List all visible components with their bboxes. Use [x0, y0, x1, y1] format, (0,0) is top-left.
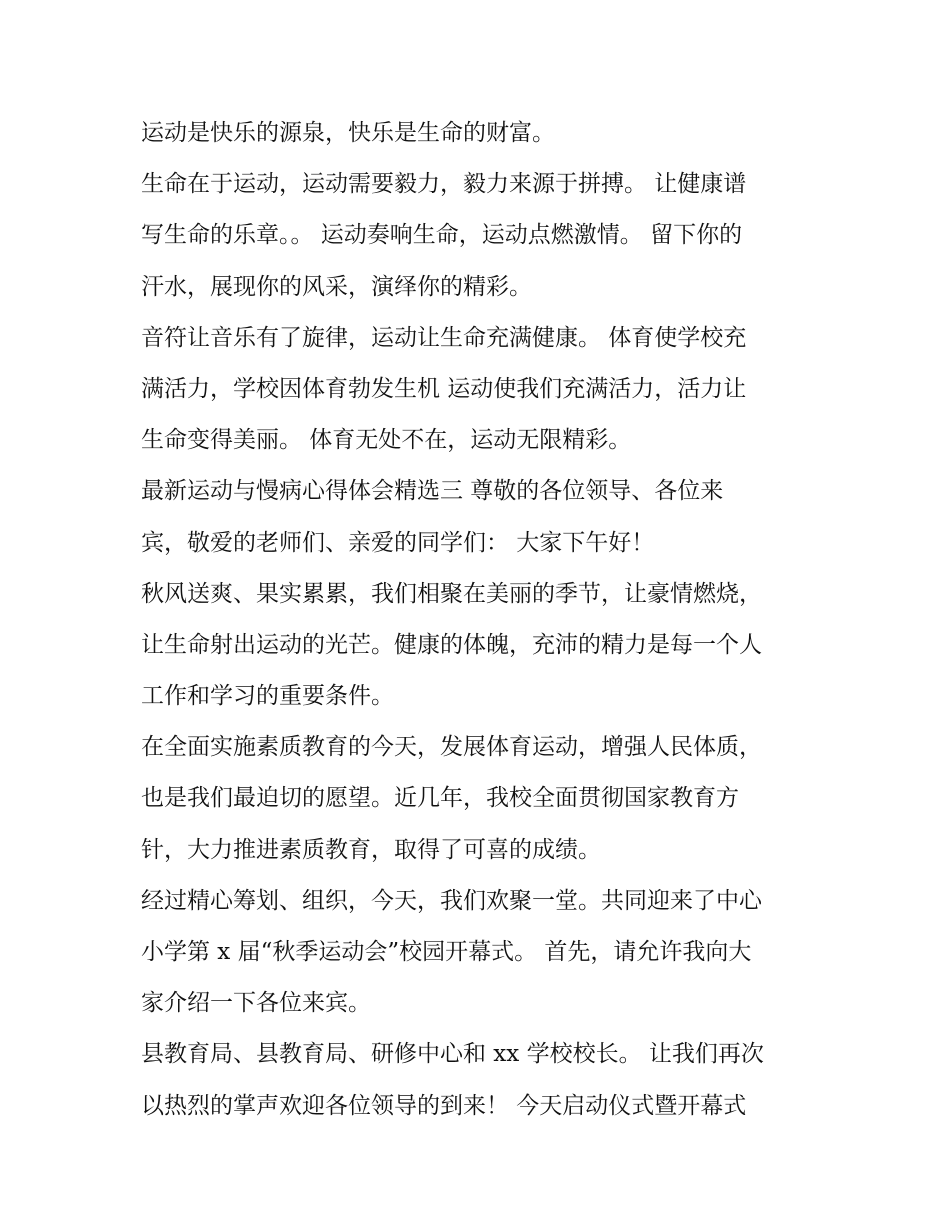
text-line-15: 针，大力推进素质教育，取得了可喜的成绩。 — [141, 836, 601, 863]
text-line-14: 也是我们最迫切的愿望。近几年，我校全面贯彻国家教育方 — [141, 785, 739, 812]
text-line-6: 满活力，学校因体育勃发生机 运动使我们充满活力，活力让 — [141, 375, 747, 402]
text-line-9: 宾，敬爱的老师们、亲爱的同学们： 大家下午好！ — [141, 529, 655, 556]
text-line-17: 小学第 x 届“秋季运动会”校园开幕式。 首先，请允许我向大 — [141, 939, 752, 965]
text-line-1: 运动是快乐的源泉，快乐是生命的财富。 — [141, 120, 555, 146]
text-line-5: 音符让音乐有了旋律，运动让生命充满健康。 体育使学校充 — [141, 324, 747, 351]
text-line-7: 生命变得美丽。 体育无处不在，运动无限精彩。 — [141, 427, 632, 454]
text-line-11: 让生命射出运动的光芒。健康的体魄，充沛的精力是每一个人 — [141, 631, 762, 658]
text-line-19: 县教育局、县教育局、研修中心和 xx 学校校长。 让我们再次 — [141, 1041, 764, 1068]
text-line-16: 经过精心筹划、组织，今天，我们欢聚一堂。共同迎来了中心 — [141, 887, 762, 914]
text-line-8: 最新运动与慢病心得体会精选三 尊敬的各位领导、各位来 — [141, 478, 724, 505]
text-line-3: 写生命的乐章。。 运动奏响生命，运动点燃激情。 留下你的 — [141, 222, 743, 249]
text-line-4: 汗水，展现你的风采，演绎你的精彩。 — [141, 273, 532, 300]
text-line-13: 在全面实施素质教育的今天，发展体育运动，增强人民体质， — [141, 734, 762, 761]
text-line-12: 工作和学习的重要条件。 — [141, 683, 394, 710]
text-line-18: 家介绍一下各位来宾。 — [141, 990, 371, 1017]
text-line-10: 秋风送爽、果实累累，我们相聚在美丽的季节，让豪情燃烧， — [141, 580, 762, 607]
text-line-2: 生命在于运动，运动需要毅力，毅力来源于拼搏。 让健康谱 — [141, 171, 747, 198]
text-line-20: 以热烈的掌声欢迎各位领导的到来！ 今天启动仪式暨开幕式 — [141, 1092, 747, 1119]
document-body — [141, 108, 821, 1132]
